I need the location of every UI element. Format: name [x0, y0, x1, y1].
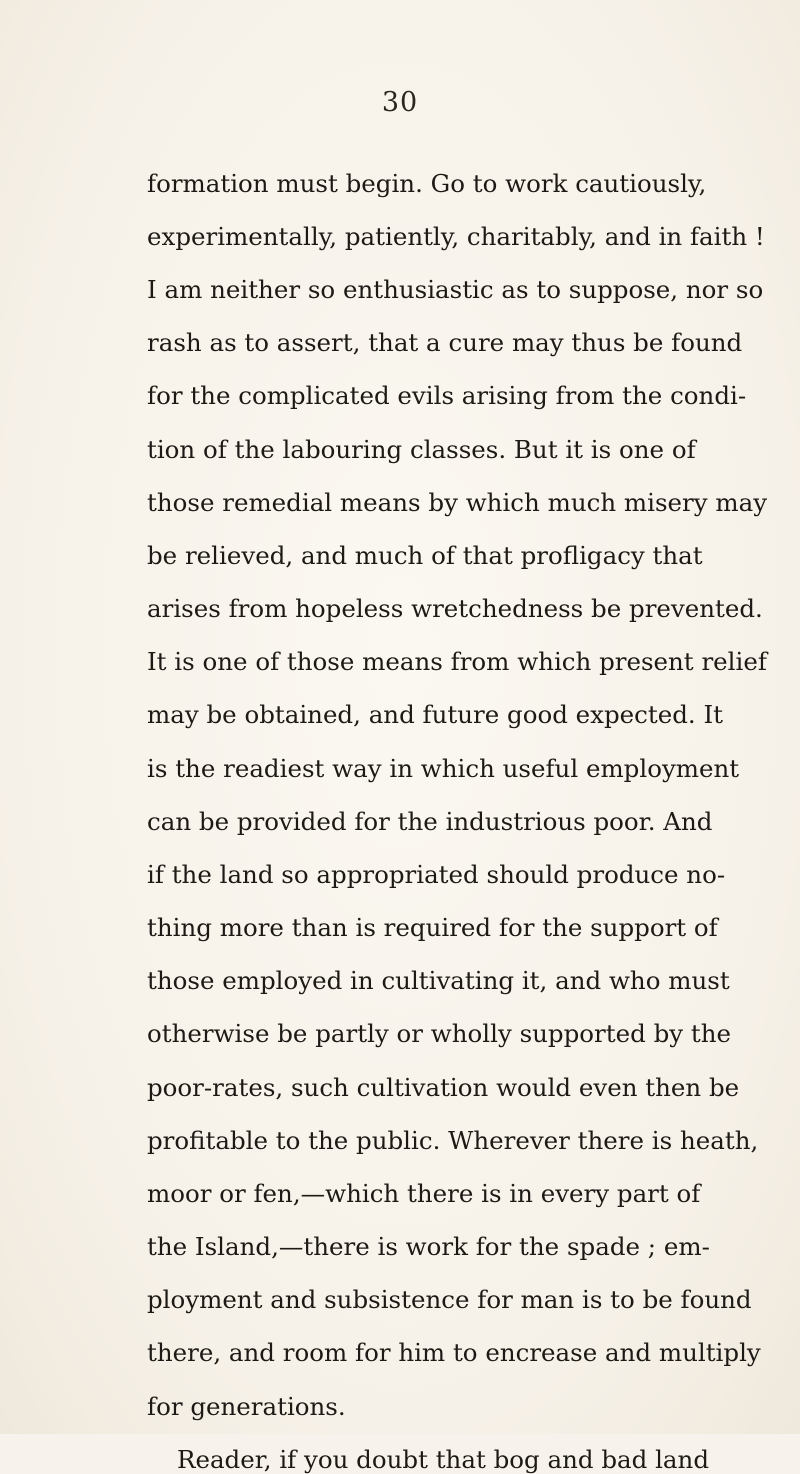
text-line: tion of the labouring classes. But it is one of — [147, 435, 696, 464]
text-line: for generations. — [147, 1392, 346, 1421]
text-line: those remedial means by which much misery may — [147, 488, 768, 517]
text-line: Reader, if you doubt that bog and bad land — [177, 1445, 710, 1474]
text-line: profitable to the public. Wherever there is heath, — [147, 1126, 759, 1155]
text-line: poor-rates, such cultivation would even then be — [147, 1073, 740, 1102]
text-line: can be provided for the industrious poor. And — [147, 807, 713, 836]
text-line: moor or fen,—which there is in every part of — [147, 1179, 701, 1208]
text-line: thing more than is required for the support of — [147, 913, 718, 942]
text-line: may be obtained, and future good expected. It — [147, 700, 724, 729]
text-line: arises from hopeless wretchedness be prevented. — [147, 594, 763, 623]
text-line: otherwise be partly or wholly supported by the — [147, 1019, 732, 1048]
text-line: ployment and subsistence for man is to be found — [147, 1285, 752, 1314]
page-number: 30 — [381, 87, 419, 118]
text-line: those employed in cultivating it, and who must — [147, 966, 730, 995]
text-line: It is one of those means from which present relief — [147, 647, 767, 676]
text-line: there, and room for him to encrease and multiply — [147, 1338, 761, 1367]
text-line: if the land so appropriated should produce no- — [147, 860, 726, 889]
text-line: I am neither so enthusiastic as to suppose, nor so — [147, 275, 764, 304]
text-line: rash as to assert, that a cure may thus be found — [147, 328, 743, 357]
text-line: formation must begin. Go to work cautiously, — [147, 169, 707, 198]
text-line: is the readiest way in which useful employment — [147, 754, 740, 783]
text-line: for the complicated evils arising from the condi- — [147, 381, 747, 410]
text-line: the Island,—there is work for the spade ; em- — [147, 1232, 710, 1261]
text-line: be relieved, and much of that profligacy that — [147, 541, 703, 570]
text-line: experimentally, patiently, charitably, and in faith ! — [147, 222, 765, 251]
